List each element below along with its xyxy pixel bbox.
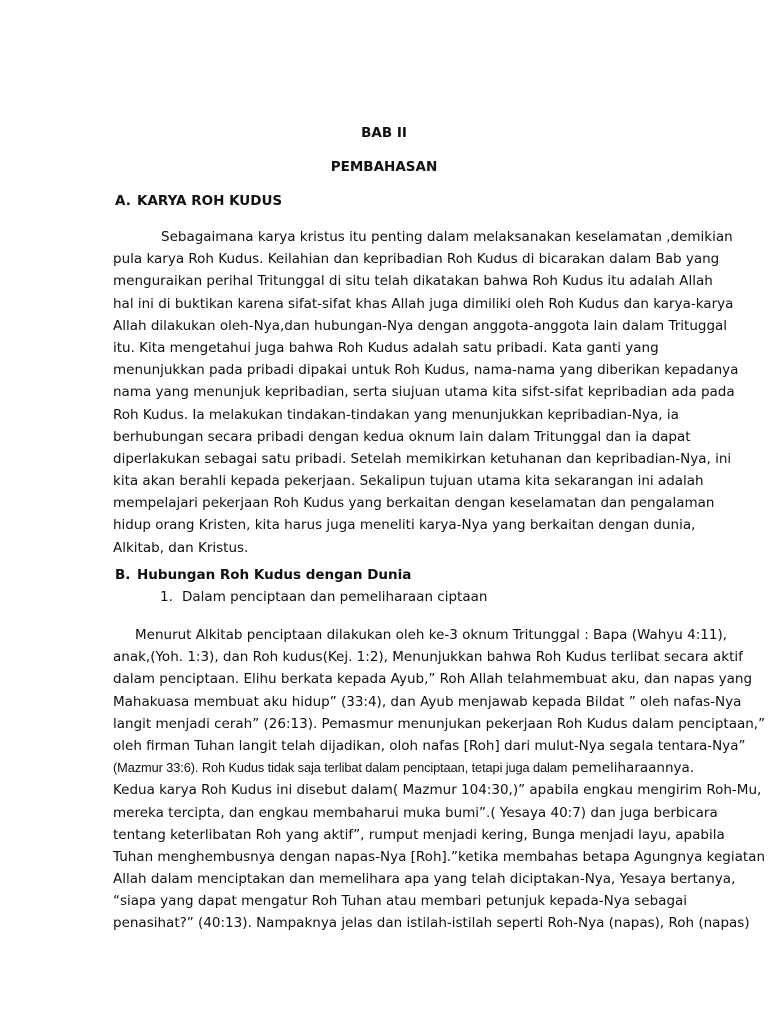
paragraph-line: penasihat?” (40:13). Nampaknya jelas dan istilah-istilah seperti Roh-Nya (napas), Roh (napas)	[113, 915, 750, 932]
paragraph-line: Kedua karya Roh Kudus ini disebut dalam( Mazmur 104:30,)” apabila engkau mengirim Roh-Mu,	[113, 782, 762, 799]
paragraph-line-mixed	[113, 757, 695, 779]
paragraph-line: oleh firman Tuhan langit telah dijadikan, oloh nafas [Roh] dari mulut-Nya segala tentara-Nya”	[113, 737, 746, 754]
paragraph-line: kita akan berahli kepada pekerjaan. Sekalipun tujuan utama kita sekarangan ini adalah	[113, 473, 704, 490]
paragraph-line: “siapa yang dapat mengatur Roh Tuhan atau membari petunjuk kepada-Nya sebagai	[113, 893, 688, 910]
paragraph-line: anak,(Yoh. 1:3), dan Roh kudus(Kej. 1:2), Menunjukkan bahwa Roh Kudus terlibat secara aktif	[113, 649, 743, 666]
paragraph-line: nama yang menunjuk kepribadian, serta siujuan utama kita sifst-sifat kepribadian ada pada	[113, 384, 735, 401]
paragraph-line: hidup orang Kristen, kita harus juga meneliti karya-Nya yang berkaitan dengan dunia,	[113, 517, 696, 534]
paragraph-line: pula karya Roh Kudus. Keilahian dan kepribadian Roh Kudus di bicarakan dalam Bab yang	[113, 251, 720, 268]
paragraph-penciptaan	[113, 624, 766, 935]
paragraph-line: tentang keterlibatan Roh yang aktif”, rumput menjadi kering, Bunga menjadi layu, apabila	[113, 826, 725, 843]
paragraph-line: diperlakukan sebagai satu pribadi. Setelah memikirkan ketuhanan dan kepribadian-Nya, ini	[113, 450, 732, 467]
subheading-number: 1.	[160, 589, 173, 605]
paragraph-line: dalam penciptaan. Elihu berkata kepada Ayub,” Roh Allah telahmembuat aku, dan napas yang	[113, 671, 753, 688]
paragraph-line: Allah dalam menciptakan dan memelihara apa yang telah diciptakan-Nya, Yesaya bertanya,	[113, 871, 736, 888]
text-narrow: Roh Kudus tidak saja terlibat dalam penciptaan, tetapi juga dalam	[198, 760, 568, 776]
heading-number: B.	[115, 567, 131, 583]
heading-number: A.	[115, 193, 131, 209]
text-regular: pemeliharaannya.	[567, 760, 695, 777]
paragraph-line: Tuhan menghembusnya dengan napas-Nya [Roh].”ketika membahas betapa Agungnya kegiatan	[113, 848, 766, 865]
heading-text: Hubungan Roh Kudus dengan Dunia	[137, 567, 412, 583]
paragraph-line: menunjukkan pada pribadi dipakai untuk Roh Kudus, nama-nama yang diberikan kepadanya	[113, 362, 739, 379]
paragraph-line: Allah dilakukan oleh-Nya,dan hubungan-Nya dengan anggota-anggota lain dalam Trituggal	[113, 317, 728, 334]
section-title: PEMBAHASAN	[330, 159, 438, 175]
paragraph-line: Sebagaimana karya kristus itu penting dalam melaksanakan keselamatan ,demikian	[161, 229, 733, 245]
heading-hubungan-roh-kudus	[115, 567, 411, 583]
paragraph-line: Alkitab, dan Kristus.	[113, 539, 249, 556]
chapter-label: BAB II	[361, 125, 407, 141]
paragraph-line: Mahakuasa membuat aku hidup” (33:4), dan Ayub menjawab kepada Bildat ” oleh nafas-Nya	[113, 693, 742, 710]
paragraph-line: menguraikan perihal Tritunggal di situ telah dikatakan bahwa Roh Kudus itu adalah Allah	[113, 273, 713, 290]
paragraph-line: hal ini di buktikan karena sifat-sifat khas Allah juga dimiliki oleh Roh Kudus dan karya-karya	[113, 295, 734, 312]
subheading-penciptaan	[160, 589, 487, 605]
paragraph-line: mereka tercipta, dan engkau membaharui muka bumi”.( Yesaya 40:7) dan juga berbicara	[113, 804, 718, 821]
paragraph-line: mempelajari pekerjaan Roh Kudus yang berkaitan dengan keselamatan dan pengalaman	[113, 495, 715, 512]
paragraph-line: Roh Kudus. Ia melakukan tindakan-tindakan yang menunjukkan kepribadian-Nya, ia	[113, 406, 679, 423]
paragraph-line: langit menjadi cerah” (26:13). Pemasmur menunjukan pekerjaan Roh Kudus dalam penciptaan,”	[113, 715, 766, 732]
subheading-text: Dalam penciptaan dan pemeliharaan ciptaan	[182, 589, 488, 605]
heading-text: KARYA ROH KUDUS	[137, 193, 283, 209]
heading-karya-roh-kudus	[115, 193, 282, 209]
paragraph-karya-roh-kudus	[113, 226, 739, 559]
paragraph-line: berhubungan secara pribadi dengan kedua oknum lain dalam Tritunggal dan ia dapat	[113, 428, 691, 445]
paragraph-line: itu. Kita mengetahui juga bahwa Roh Kudus adalah satu pribadi. Kata ganti yang	[113, 339, 659, 356]
paragraph-line: Menurut Alkitab penciptaan dilakukan oleh ke-3 oknum Tritunggal : Bapa (Wahyu 4:11),	[135, 627, 728, 643]
citation-narrow: (Mazmur 33:6).	[113, 760, 199, 776]
